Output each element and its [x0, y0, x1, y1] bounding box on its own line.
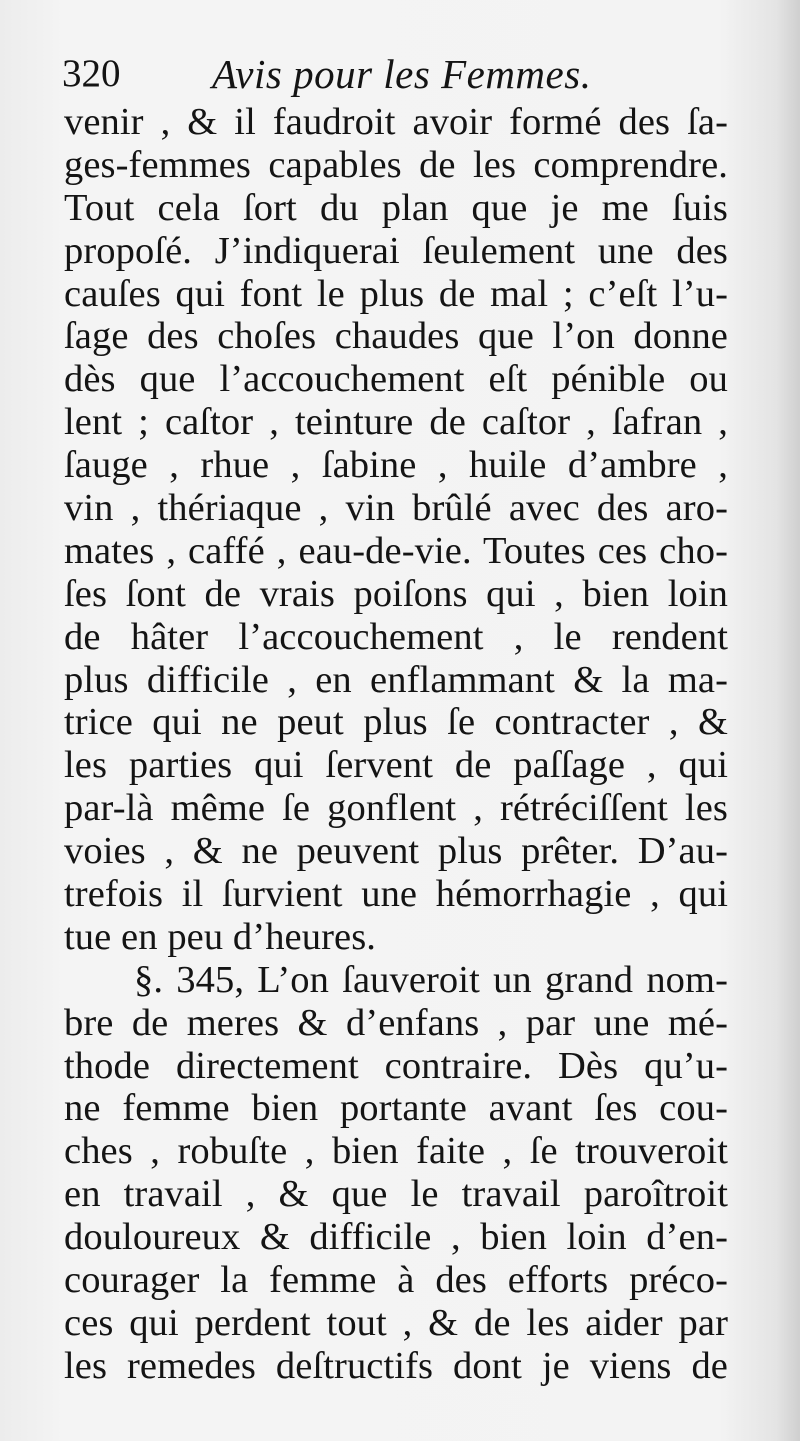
text-line: thode directement contraire. Dès qu’u- — [64, 1044, 728, 1087]
text-line: les parties qui ſervent de paſſage , qui — [64, 744, 728, 787]
text-line: ches , robuſte , bien faite , ſe trouveroit — [64, 1130, 728, 1173]
text-line: trefois il ſurvient une hémorrhagie , qui — [64, 873, 728, 916]
text-line: par-là même ſe gonflent , rétréciſſent les — [64, 787, 728, 830]
text-line: plus difficile , en enflammant & la ma- — [64, 658, 728, 701]
text-line: ſage des choſes chaudes que l’on donne — [64, 315, 728, 358]
text-line: cauſes qui font le plus de mal ; c’eſt l’u- — [64, 272, 728, 315]
text-line: en travail , & que le travail paroîtroit — [64, 1173, 728, 1216]
text-line: venir , & il faudroit avoir formé des ſa- — [64, 101, 728, 143]
text-line: dès que l’accouchement eſt pénible ou — [64, 358, 728, 401]
text-line: les remedes deſtructifs dont je viens de — [64, 1344, 728, 1387]
text-line: Tout cela ſort du plan que je me ſuis — [64, 186, 728, 229]
text-line: douloureux & difficile , bien loin d’en- — [64, 1216, 728, 1259]
text-line: propoſé. J’indiquerai ſeulement une des — [64, 229, 728, 272]
text-line: lent ; caſtor , teinture de caſtor , ſafran , — [64, 401, 728, 444]
section-345-start: §. 345, L’on ſauveroit un grand nom- — [134, 958, 728, 1001]
text-line: vin , thériaque , vin brûlé avec des aro- — [64, 487, 728, 530]
text-line: mates , caffé , eau-de-vie. Toutes ces cho- — [64, 529, 728, 572]
text-line: de hâter l’accouchement , le rendent — [64, 615, 728, 658]
paragraph-end-line: tue en peu d’heures. — [64, 915, 377, 958]
text-line: voies , & ne peuvent plus prêter. D’au- — [64, 830, 728, 873]
text-line: ces qui perdent tout , & de les aider par — [64, 1301, 728, 1344]
text-line: ſauge , rhue , ſabine , huile d’ambre , — [64, 444, 728, 487]
text-line: ges-femmes capables de les comprendre. — [64, 143, 728, 186]
text-line: ſes ſont de vrais poiſons qui , bien loin — [64, 572, 728, 615]
page-number: 320 — [62, 52, 121, 95]
page-header — [62, 44, 762, 104]
text-line: courager la femme à des efforts préco- — [64, 1259, 728, 1302]
text-line: ne femme bien portante avant ſes cou- — [64, 1087, 728, 1130]
running-title: Avis pour les Femmes. — [212, 51, 592, 97]
text-line: trice qui ne peut plus ſe contracter , & — [64, 701, 728, 744]
text-line: bre de meres & d’enfans , par une mé- — [64, 1001, 728, 1044]
body-text — [64, 101, 728, 1388]
